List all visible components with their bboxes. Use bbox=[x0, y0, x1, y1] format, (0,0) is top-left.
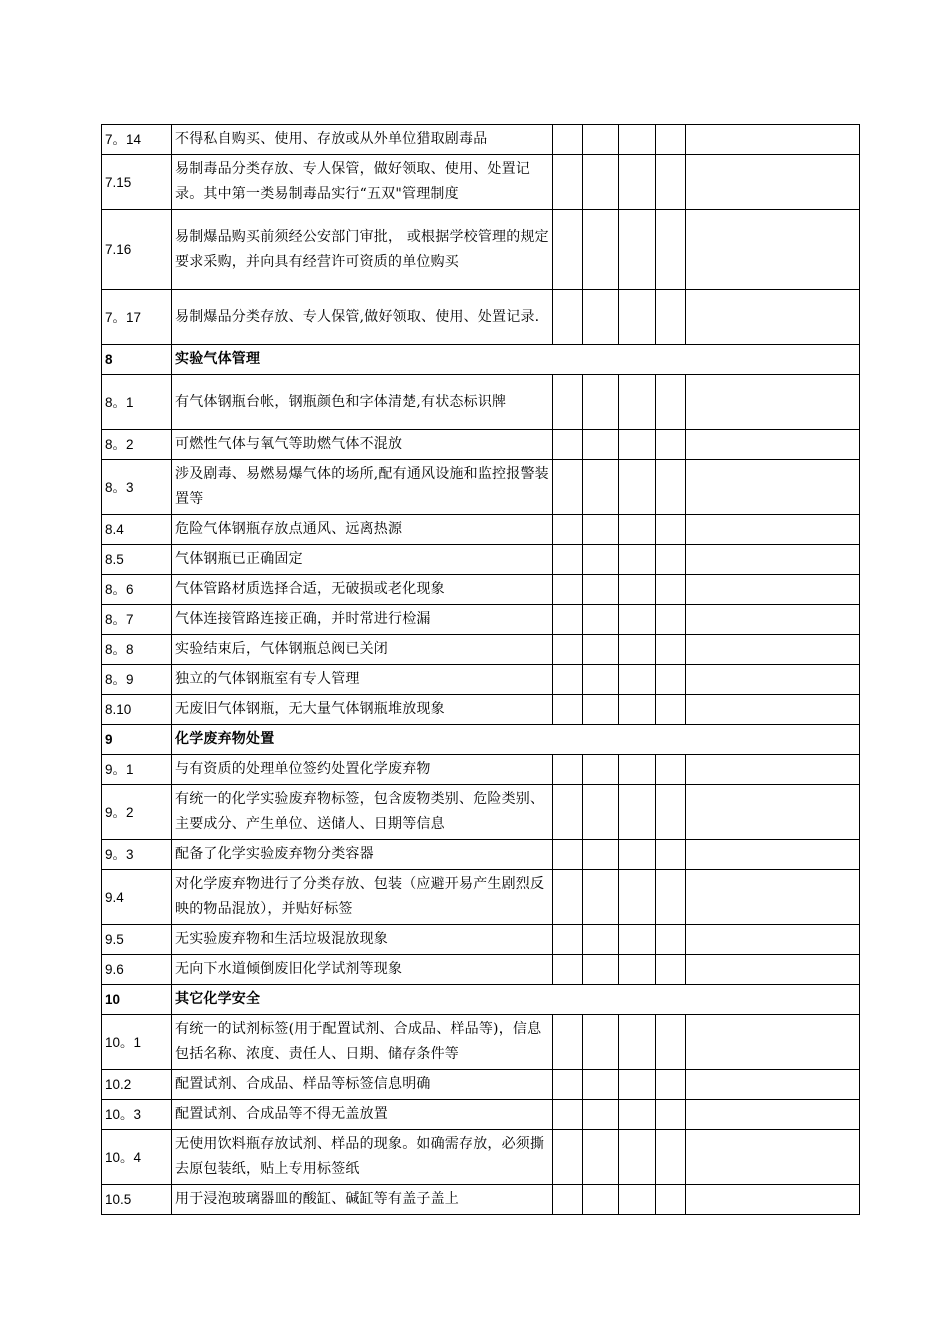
check-cell[interactable] bbox=[553, 1015, 583, 1070]
item-number: 9.4 bbox=[102, 870, 172, 925]
check-cell[interactable] bbox=[619, 210, 656, 290]
remarks-cell[interactable] bbox=[686, 840, 860, 870]
check-cell[interactable] bbox=[656, 460, 686, 515]
section-row bbox=[102, 985, 860, 1015]
check-cell[interactable] bbox=[619, 155, 656, 210]
item-number: 10。1 bbox=[102, 1015, 172, 1070]
check-cell[interactable] bbox=[583, 375, 619, 430]
remarks-cell[interactable] bbox=[686, 1130, 860, 1185]
item-description: 无废旧气体钢瓶，无大量气体钢瓶堆放现象 bbox=[172, 695, 553, 725]
item-description: 配置试剂、合成品、样品等标签信息明确 bbox=[172, 1070, 553, 1100]
check-cell[interactable] bbox=[583, 430, 619, 460]
check-cell[interactable] bbox=[553, 375, 583, 430]
check-cell[interactable] bbox=[583, 460, 619, 515]
item-number: 8。2 bbox=[102, 430, 172, 460]
table-row bbox=[102, 1070, 860, 1100]
check-cell[interactable] bbox=[553, 1130, 583, 1185]
table-row bbox=[102, 695, 860, 725]
item-number: 8。8 bbox=[102, 635, 172, 665]
check-cell[interactable] bbox=[656, 1015, 686, 1070]
item-description: 对化学废弃物进行了分类存放、包装（应避开易产生剧烈反映的物品混放），并贴好标签 bbox=[172, 870, 553, 925]
check-cell[interactable] bbox=[553, 840, 583, 870]
item-number: 8。3 bbox=[102, 460, 172, 515]
item-description: 易制爆品购买前须经公安部门审批， 或根据学校管理的规定要求采购，并向具有经营许可资质的单位购买 bbox=[172, 210, 553, 290]
remarks-cell[interactable] bbox=[686, 925, 860, 955]
remarks-cell[interactable] bbox=[686, 575, 860, 605]
table-row bbox=[102, 785, 860, 840]
check-cell[interactable] bbox=[619, 955, 656, 985]
table-row bbox=[102, 545, 860, 575]
check-cell[interactable] bbox=[656, 1100, 686, 1130]
table-row bbox=[102, 605, 860, 635]
remarks-cell[interactable] bbox=[686, 375, 860, 430]
check-cell[interactable] bbox=[656, 575, 686, 605]
item-description: 无向下水道倾倒废旧化学试剂等现象 bbox=[172, 955, 553, 985]
item-number: 7.16 bbox=[102, 210, 172, 290]
check-cell[interactable] bbox=[656, 840, 686, 870]
item-description: 易制爆品分类存放、专人保管,做好领取、使用、处置记录. bbox=[172, 290, 553, 345]
table-row bbox=[102, 870, 860, 925]
item-description: 用于浸泡玻璃器皿的酸缸、碱缸等有盖子盖上 bbox=[172, 1185, 553, 1215]
table-row bbox=[102, 955, 860, 985]
check-cell[interactable] bbox=[583, 515, 619, 545]
check-cell[interactable] bbox=[583, 125, 619, 155]
check-cell[interactable] bbox=[553, 755, 583, 785]
check-cell[interactable] bbox=[553, 635, 583, 665]
item-number: 10.2 bbox=[102, 1070, 172, 1100]
table-row bbox=[102, 290, 860, 345]
item-number: 8。1 bbox=[102, 375, 172, 430]
remarks-cell[interactable] bbox=[686, 1015, 860, 1070]
check-cell[interactable] bbox=[583, 785, 619, 840]
section-row bbox=[102, 345, 860, 375]
table-row bbox=[102, 460, 860, 515]
item-number: 9。1 bbox=[102, 755, 172, 785]
check-cell[interactable] bbox=[619, 665, 656, 695]
remarks-cell[interactable] bbox=[686, 665, 860, 695]
item-description: 有统一的试剂标签(用于配置试剂、合成品、样品等)，信息包括名称、浓度、责任人、日期、储存条件等 bbox=[172, 1015, 553, 1070]
remarks-cell[interactable] bbox=[686, 1100, 860, 1130]
check-cell[interactable] bbox=[656, 545, 686, 575]
table-row bbox=[102, 155, 860, 210]
table-row bbox=[102, 430, 860, 460]
check-cell[interactable] bbox=[619, 460, 656, 515]
section-row bbox=[102, 725, 860, 755]
check-cell[interactable] bbox=[656, 375, 686, 430]
item-description: 危险气体钢瓶存放点通风、远离热源 bbox=[172, 515, 553, 545]
check-cell[interactable] bbox=[619, 1130, 656, 1185]
checklist-body bbox=[102, 125, 860, 1215]
item-description: 易制毒品分类存放、专人保管，做好领取、使用、处置记录。其中第一类易制毒品实行“五双"管理制度 bbox=[172, 155, 553, 210]
check-cell[interactable] bbox=[656, 125, 686, 155]
remarks-cell[interactable] bbox=[686, 870, 860, 925]
table-row bbox=[102, 125, 860, 155]
check-cell[interactable] bbox=[619, 695, 656, 725]
check-cell[interactable] bbox=[656, 430, 686, 460]
item-number: 9。2 bbox=[102, 785, 172, 840]
remarks-cell[interactable] bbox=[686, 515, 860, 545]
check-cell[interactable] bbox=[656, 665, 686, 695]
check-cell[interactable] bbox=[656, 1185, 686, 1215]
item-number: 8。6 bbox=[102, 575, 172, 605]
check-cell[interactable] bbox=[583, 155, 619, 210]
check-cell[interactable] bbox=[583, 210, 619, 290]
item-description: 配备了化学实验废弃物分类容器 bbox=[172, 840, 553, 870]
check-cell[interactable] bbox=[656, 605, 686, 635]
item-description: 可燃性气体与氧气等助燃气体不混放 bbox=[172, 430, 553, 460]
check-cell[interactable] bbox=[553, 290, 583, 345]
remarks-cell[interactable] bbox=[686, 155, 860, 210]
item-description: 与有资质的处理单位签约处置化学废弃物 bbox=[172, 755, 553, 785]
check-cell[interactable] bbox=[583, 695, 619, 725]
check-cell[interactable] bbox=[619, 870, 656, 925]
section-title: 化学废弃物处置 bbox=[172, 725, 860, 755]
table-row bbox=[102, 840, 860, 870]
check-cell[interactable] bbox=[619, 125, 656, 155]
remarks-cell[interactable] bbox=[686, 605, 860, 635]
remarks-cell[interactable] bbox=[686, 785, 860, 840]
table-row bbox=[102, 1185, 860, 1215]
check-cell[interactable] bbox=[656, 755, 686, 785]
item-number: 9.6 bbox=[102, 955, 172, 985]
check-cell[interactable] bbox=[656, 290, 686, 345]
item-description: 无实验废弃物和生活垃圾混放现象 bbox=[172, 925, 553, 955]
check-cell[interactable] bbox=[656, 695, 686, 725]
item-description: 有统一的化学实验废弃物标签，包含废物类别、危险类别、主要成分、产生单位、送储人、日期等信息 bbox=[172, 785, 553, 840]
check-cell[interactable] bbox=[583, 1070, 619, 1100]
check-cell[interactable] bbox=[583, 575, 619, 605]
check-cell[interactable] bbox=[553, 1070, 583, 1100]
item-number: 8.10 bbox=[102, 695, 172, 725]
check-cell[interactable] bbox=[656, 925, 686, 955]
check-cell[interactable] bbox=[619, 635, 656, 665]
check-cell[interactable] bbox=[553, 515, 583, 545]
remarks-cell[interactable] bbox=[686, 755, 860, 785]
section-number: 8 bbox=[102, 345, 172, 375]
check-cell[interactable] bbox=[583, 665, 619, 695]
check-cell[interactable] bbox=[619, 785, 656, 840]
table-row bbox=[102, 210, 860, 290]
check-cell[interactable] bbox=[583, 290, 619, 345]
check-cell[interactable] bbox=[619, 430, 656, 460]
section-title: 其它化学安全 bbox=[172, 985, 860, 1015]
check-cell[interactable] bbox=[583, 955, 619, 985]
check-cell[interactable] bbox=[583, 840, 619, 870]
item-number: 9。3 bbox=[102, 840, 172, 870]
item-number: 10。3 bbox=[102, 1100, 172, 1130]
remarks-cell[interactable] bbox=[686, 635, 860, 665]
check-cell[interactable] bbox=[656, 785, 686, 840]
check-cell[interactable] bbox=[656, 870, 686, 925]
table-row bbox=[102, 925, 860, 955]
check-cell[interactable] bbox=[619, 515, 656, 545]
item-number: 8。7 bbox=[102, 605, 172, 635]
table-row bbox=[102, 1100, 860, 1130]
remarks-cell[interactable] bbox=[686, 955, 860, 985]
item-description: 不得私自购买、使用、存放或从外单位猎取剧毒品 bbox=[172, 125, 553, 155]
check-cell[interactable] bbox=[553, 125, 583, 155]
item-number: 7。17 bbox=[102, 290, 172, 345]
item-number: 7.15 bbox=[102, 155, 172, 210]
check-cell[interactable] bbox=[619, 1185, 656, 1215]
item-number: 7。14 bbox=[102, 125, 172, 155]
check-cell[interactable] bbox=[619, 840, 656, 870]
check-cell[interactable] bbox=[619, 375, 656, 430]
table-row bbox=[102, 375, 860, 430]
check-cell[interactable] bbox=[583, 925, 619, 955]
item-number: 9.5 bbox=[102, 925, 172, 955]
remarks-cell[interactable] bbox=[686, 695, 860, 725]
check-cell[interactable] bbox=[583, 605, 619, 635]
item-description: 涉及剧毒、易燃易爆气体的场所,配有通风设施和监控报警装置等 bbox=[172, 460, 553, 515]
item-description: 独立的气体钢瓶室有专人管理 bbox=[172, 665, 553, 695]
check-cell[interactable] bbox=[583, 635, 619, 665]
check-cell[interactable] bbox=[619, 1070, 656, 1100]
table-row bbox=[102, 665, 860, 695]
remarks-cell[interactable] bbox=[686, 1070, 860, 1100]
item-number: 8。9 bbox=[102, 665, 172, 695]
check-cell[interactable] bbox=[553, 605, 583, 635]
remarks-cell[interactable] bbox=[686, 545, 860, 575]
check-cell[interactable] bbox=[619, 605, 656, 635]
check-cell[interactable] bbox=[619, 755, 656, 785]
table-row bbox=[102, 755, 860, 785]
check-cell[interactable] bbox=[553, 955, 583, 985]
remarks-cell[interactable] bbox=[686, 125, 860, 155]
check-cell[interactable] bbox=[583, 1185, 619, 1215]
remarks-cell[interactable] bbox=[686, 210, 860, 290]
check-cell[interactable] bbox=[583, 545, 619, 575]
check-cell[interactable] bbox=[656, 955, 686, 985]
item-description: 气体管路材质选择合适，无破损或老化现象 bbox=[172, 575, 553, 605]
remarks-cell[interactable] bbox=[686, 1185, 860, 1215]
check-cell[interactable] bbox=[656, 515, 686, 545]
section-number: 10 bbox=[102, 985, 172, 1015]
checklist-table bbox=[101, 124, 860, 1215]
check-cell[interactable] bbox=[656, 635, 686, 665]
item-number: 8.4 bbox=[102, 515, 172, 545]
section-title: 实验气体管理 bbox=[172, 345, 860, 375]
table-row bbox=[102, 1015, 860, 1070]
item-number: 10.5 bbox=[102, 1185, 172, 1215]
remarks-cell[interactable] bbox=[686, 290, 860, 345]
check-cell[interactable] bbox=[553, 575, 583, 605]
check-cell[interactable] bbox=[619, 575, 656, 605]
check-cell[interactable] bbox=[553, 210, 583, 290]
check-cell[interactable] bbox=[619, 1100, 656, 1130]
item-description: 有气体钢瓶台帐，钢瓶颜色和字体清楚,有状态标识牌 bbox=[172, 375, 553, 430]
check-cell[interactable] bbox=[553, 870, 583, 925]
item-description: 实验结束后，气体钢瓶总阀已关闭 bbox=[172, 635, 553, 665]
remarks-cell[interactable] bbox=[686, 430, 860, 460]
check-cell[interactable] bbox=[583, 870, 619, 925]
check-cell[interactable] bbox=[583, 1100, 619, 1130]
item-description: 气体连接管路连接正确，并时常进行检漏 bbox=[172, 605, 553, 635]
check-cell[interactable] bbox=[553, 695, 583, 725]
check-cell[interactable] bbox=[553, 1100, 583, 1130]
check-cell[interactable] bbox=[619, 545, 656, 575]
item-description: 无使用饮料瓶存放试剂、样品的现象。如确需存放，必须撕去原包装纸，贴上专用标签纸 bbox=[172, 1130, 553, 1185]
check-cell[interactable] bbox=[553, 925, 583, 955]
check-cell[interactable] bbox=[583, 755, 619, 785]
table-row bbox=[102, 515, 860, 545]
check-cell[interactable] bbox=[583, 1130, 619, 1185]
item-description: 配置试剂、合成品等不得无盖放置 bbox=[172, 1100, 553, 1130]
section-number: 9 bbox=[102, 725, 172, 755]
remarks-cell[interactable] bbox=[686, 460, 860, 515]
table-row bbox=[102, 635, 860, 665]
check-cell[interactable] bbox=[553, 665, 583, 695]
check-cell[interactable] bbox=[656, 210, 686, 290]
item-number: 8.5 bbox=[102, 545, 172, 575]
check-cell[interactable] bbox=[553, 785, 583, 840]
check-cell[interactable] bbox=[553, 545, 583, 575]
check-cell[interactable] bbox=[583, 1015, 619, 1070]
check-cell[interactable] bbox=[656, 1130, 686, 1185]
check-cell[interactable] bbox=[619, 290, 656, 345]
check-cell[interactable] bbox=[656, 1070, 686, 1100]
check-cell[interactable] bbox=[553, 460, 583, 515]
check-cell[interactable] bbox=[619, 925, 656, 955]
check-cell[interactable] bbox=[553, 430, 583, 460]
check-cell[interactable] bbox=[553, 155, 583, 210]
item-description: 气体钢瓶已正确固定 bbox=[172, 545, 553, 575]
check-cell[interactable] bbox=[619, 1015, 656, 1070]
table-row bbox=[102, 1130, 860, 1185]
check-cell[interactable] bbox=[553, 1185, 583, 1215]
check-cell[interactable] bbox=[656, 155, 686, 210]
item-number: 10。4 bbox=[102, 1130, 172, 1185]
table-row bbox=[102, 575, 860, 605]
